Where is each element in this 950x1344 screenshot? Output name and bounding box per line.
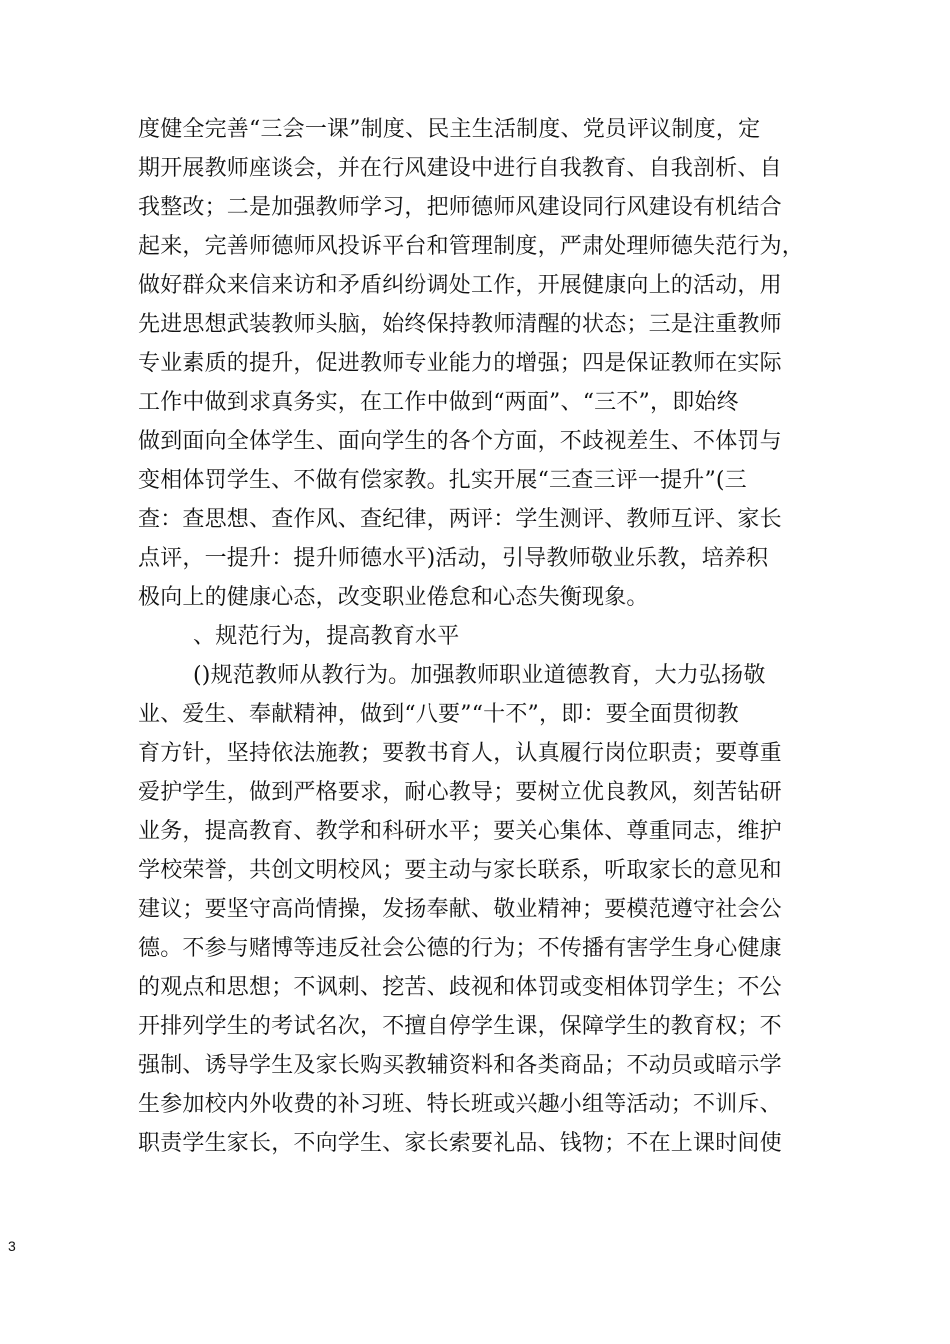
paragraph-start-line: ()规范教师从教行为。加强教师职业道德教育，大力弘扬敬: [193, 663, 766, 688]
document-body: [138, 110, 838, 1163]
text-line: 极向上的健康心态，改变职业倦怠和心态失衡现象。: [138, 585, 649, 610]
text-line: 工作中做到求真务实，在工作中做到“两面”、“三不”，即始终: [138, 390, 739, 415]
text-line: 变相体罚学生、不做有偿家教。扎实开展“三查三评一提升”(三: [138, 468, 747, 493]
text-line: 的观点和思想；不讽刺、挖苦、歧视和体罚或变相体罚学生；不公: [138, 975, 782, 1000]
text-line: 期开展教师座谈会，并在行风建设中进行自我教育、自我剖析、自: [138, 156, 782, 181]
text-line: 爱护学生，做到严格要求，耐心教导；要树立优良教风，刻苦钻研: [138, 780, 782, 805]
text-line: 职责学生家长，不向学生、家长索要礼品、钱物；不在上课时间使: [138, 1131, 782, 1156]
text-line: 专业素质的提升，促进教师专业能力的增强；四是保证教师在实际: [138, 351, 782, 376]
text-line: 先进思想武装教师头脑，始终保持教师清醒的状态；三是注重教师: [138, 312, 782, 337]
text-line: 查：查思想、查作风、查纪律，两评：学生测评、教师互评、家长: [138, 507, 782, 532]
text-line: 建议；要坚守高尚情操，发扬奉献、敬业精神；要模范遵守社会公: [138, 897, 782, 922]
text-line: 生参加校内外收费的补习班、特长班或兴趣小组等活动；不训斥、: [138, 1092, 782, 1117]
text-line: 业、爱生、奉献精神，做到“八要”“十不”，即：要全面贯彻教: [138, 702, 739, 727]
text-line: 业务，提高教育、教学和科研水平；要关心集体、尊重同志，维护: [138, 819, 782, 844]
text-line: 点评，一提升：提升师德水平)活动，引导教师敬业乐教，培养积: [138, 546, 769, 571]
text-line: 育方针，坚持依法施教；要教书育人，认真履行岗位职责；要尊重: [138, 741, 782, 766]
text-line: 做好群众来信来访和矛盾纠纷调处工作，开展健康向上的活动，用: [138, 273, 782, 298]
page-number: 3: [8, 1238, 16, 1254]
text-line: 起来，完善师德师风投诉平台和管理制度，严肃处理师德失范行为，: [138, 234, 805, 259]
section-heading: 、规范行为，提高教育水平: [193, 624, 460, 649]
text-line: 德。不参与赌博等违反社会公德的行为；不传播有害学生身心健康: [138, 936, 782, 961]
text-line: 做到面向全体学生、面向学生的各个方面，不歧视差生、不体罚与: [138, 429, 782, 454]
text-line: 学校荣誉，共创文明校风；要主动与家长联系，听取家长的意见和: [138, 858, 782, 883]
text-line: 我整改；二是加强教师学习，把师德师风建设同行风建设有机结合: [138, 195, 782, 220]
text-line: 强制、诱导学生及家长购买教辅资料和各类商品；不动员或暗示学: [138, 1053, 782, 1078]
text-line: 度健全完善“三会一课”制度、民主生活制度、党员评议制度，定: [138, 117, 761, 142]
text-line: 开排列学生的考试名次，不擅自停学生课，保障学生的教育权；不: [138, 1014, 782, 1039]
